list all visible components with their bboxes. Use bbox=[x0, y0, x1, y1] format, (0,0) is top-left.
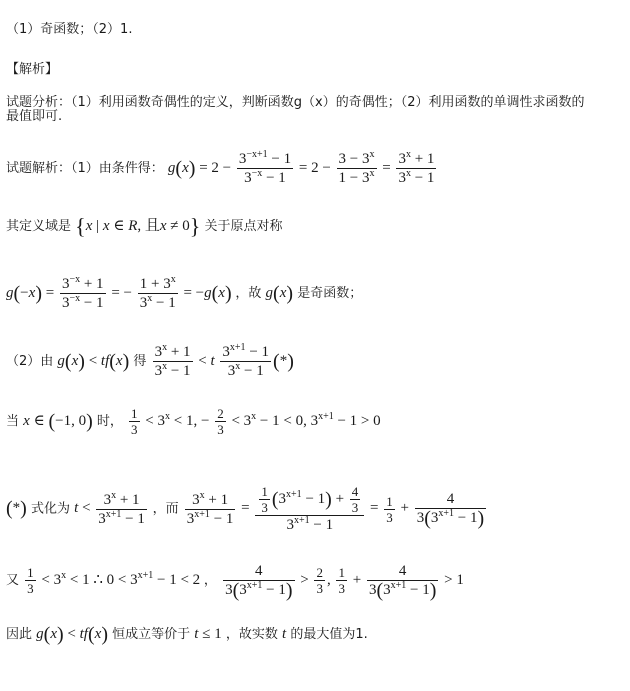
odd-conclusion: ，故 bbox=[235, 285, 262, 301]
formula-t-le-1: t ≤ 1 bbox=[194, 626, 222, 642]
again-prefix: 又 bbox=[6, 573, 20, 589]
formula-again-2: $\frac{4}{3(3^{x+1} - 1)}$ > $\frac{2}{3}$ , $\frac{1}{3}$ + $\frac{4}{3(3^{x+1} - 1)}$ > 1 bbox=[225, 563, 464, 602]
formula-ineq: g(x) < tf(x) bbox=[57, 350, 130, 373]
part2-mid: 得 bbox=[133, 353, 147, 369]
domain-suffix: 关于原点对称 bbox=[204, 219, 283, 234]
analysis-line-1: 试题分析：（1）利用函数奇偶性的定义，判断函数g（x）的奇偶性；（2）利用函数的单调性求函数的 bbox=[6, 95, 585, 110]
domain-text: 其定义域是 bbox=[6, 219, 72, 234]
final-line bbox=[6, 623, 368, 646]
final-suffix: ，故实数 bbox=[225, 627, 278, 642]
final-prefix: 因此 bbox=[6, 627, 33, 642]
answer-line: （1）奇函数；（2）1. bbox=[6, 22, 133, 37]
solution-part1 bbox=[6, 150, 438, 187]
formula-t-bound: t < $\frac{3^x + 1}{3^{x+1} - 1}$ bbox=[74, 489, 145, 527]
formula-part2: $\frac{3^x + 1}{3^x - 1}$ < t $\frac{3^{x+1} - 1}{3^x - 1}$ (*) bbox=[154, 342, 294, 379]
formula-final-ineq: g(x) < tf(x) bbox=[36, 623, 108, 646]
final-mid: 恒成立等价于 bbox=[112, 627, 191, 642]
when-prefix: 当 bbox=[6, 413, 20, 429]
formula-interval: x ∈ (−1, 0) bbox=[23, 410, 93, 433]
formula-again: $\frac{1}{3}$ < $3^x < 1$ ∴ $0 < 3^{x+1} - 1 < 2$ bbox=[27, 565, 204, 597]
part2-prefix: （2）由 bbox=[6, 353, 54, 369]
formula-gx: g(x) bbox=[265, 282, 294, 305]
section-title: 【解析】 bbox=[6, 62, 59, 77]
formula-g-neg: g(−x) = $\frac{3^{-x} + 1}{3^{-x} - 1}$ = − $\frac{1 + 3^x}{3^x - 1}$ = −g(x) bbox=[6, 274, 232, 311]
star-prefix: 式化为 bbox=[30, 501, 70, 517]
formula-t: t bbox=[282, 626, 287, 642]
formula-domain: {x | x ∈ R, 且x ≠ 0} bbox=[75, 213, 201, 239]
formula-g-def: g(x) = 2 − $\frac{3^{-x+1} - 1}{3^{-x} - 1}$ = 2 − $\frac{3 - 3^x}{1 - 3^x}$ = $\frac{3^x + 1}{3^x - 1}$ bbox=[167, 149, 435, 186]
analysis-line-2: 最值即可. bbox=[6, 109, 63, 124]
solution-label: 试题解析：（1）由条件得： bbox=[6, 160, 164, 176]
odd-conclusion-2: 是奇函数； bbox=[297, 285, 363, 301]
star-mid: ，而 bbox=[152, 501, 179, 517]
formula-decomp: $\frac{3^x + 1}{3^{x+1} - 1}$ = $\frac{1}{3}$ $(3^{x+1} - 1)$ + $\frac{4}{3}$ $3^{x+1} - 1$ = $\frac{1}{3}$ + $\frac{4}{3(3^{x+1} - 1)}$ bbox=[186, 484, 485, 533]
part2-line bbox=[6, 343, 294, 380]
again-line: 又 $\frac{1}{3}$ < $3^x < 1$ ∴ $0 < 3^{x+1} - 1 < 2$ ， $\frac{4}{3(3^{x+1} - 1)}$ > $\frac{2}{3}$ , $\frac{1}{3}$ + $\frac{4}{3(3^{x+1} - 1)}$ > 1 bbox=[6, 563, 464, 602]
when-mid: 时， bbox=[96, 413, 123, 429]
when-line bbox=[6, 406, 381, 437]
final-end: 的最大值为1. bbox=[290, 627, 368, 642]
star-symbol: (*) bbox=[6, 498, 27, 520]
domain-line bbox=[6, 213, 283, 239]
star-line bbox=[6, 484, 488, 534]
odd-line bbox=[6, 275, 362, 312]
formula-bounds: $\frac{1}{3}$ < $3^x < 1$, − $\frac{2}{3}$ < $3^x - 1 < 0$, $3^{x+1} - 1 > 0$ bbox=[131, 406, 381, 437]
